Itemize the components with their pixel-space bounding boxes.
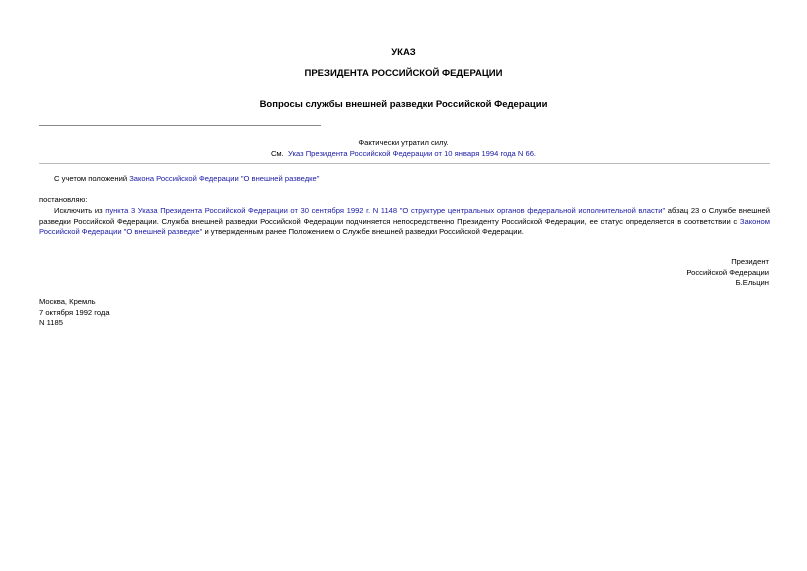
doc-subject-title: Вопросы службы внешней разведки Российской Федерации (259, 99, 548, 110)
body-text-1: Исключить из (54, 206, 106, 215)
doc-title-president: ПРЕЗИДЕНТА РОССИЙСКОЙ ФЕДЕРАЦИИ (304, 68, 503, 79)
decree-word: постановляю: (39, 195, 88, 204)
body-text-3: и утвержденным ранее Положением о Службе внешней разведки Российской Федерации. (202, 227, 524, 236)
law-link-body[interactable]: Законом Российской Федерации "О внешней разведке" (39, 216, 770, 236)
see-also-line (0, 149, 807, 160)
intro-paragraph (39, 174, 770, 185)
separator-line-full (39, 163, 770, 164)
see-also-link[interactable]: Указ Президента Российской Федерации от 10 января 1994 года N 66. (288, 149, 537, 158)
footer-place: Москва, Кремль (39, 297, 96, 306)
intro-text: С учетом положений (54, 174, 130, 183)
signature-country: Российской Федерации (686, 267, 769, 277)
decree-1148-link[interactable]: пункта 3 Указа Президента Российской Федерации от 30 сентября 1992 г. N 1148 "О структуре центральных органов федеральной исполнительной власти" (105, 206, 666, 215)
see-also-prefix: См. (270, 149, 284, 158)
signature-block (686, 257, 769, 289)
footer-date: 7 октября 1992 года (39, 307, 110, 317)
law-link-intro[interactable]: Закона Российской Федерации "О внешней разведке" (129, 174, 320, 183)
main-paragraph (39, 206, 770, 238)
separator-line-top (39, 125, 321, 126)
doc-title-ukaz: УКАЗ (391, 47, 416, 58)
body-text-2: абзац 23 о Службе внешней разведки Российской Федерации. Служба внешней разведки Российской Федерации подчиняется непосредственно Президенту Российской Федерации, ее статус определяется в соответствии с (39, 206, 770, 226)
signature-title: Президент (731, 257, 769, 266)
status-note: Фактически утратил силу. (358, 138, 449, 147)
footer-number: N 1185 (39, 318, 63, 327)
signature-name: Б.Ельцин (735, 278, 769, 287)
footer-block (39, 297, 110, 329)
